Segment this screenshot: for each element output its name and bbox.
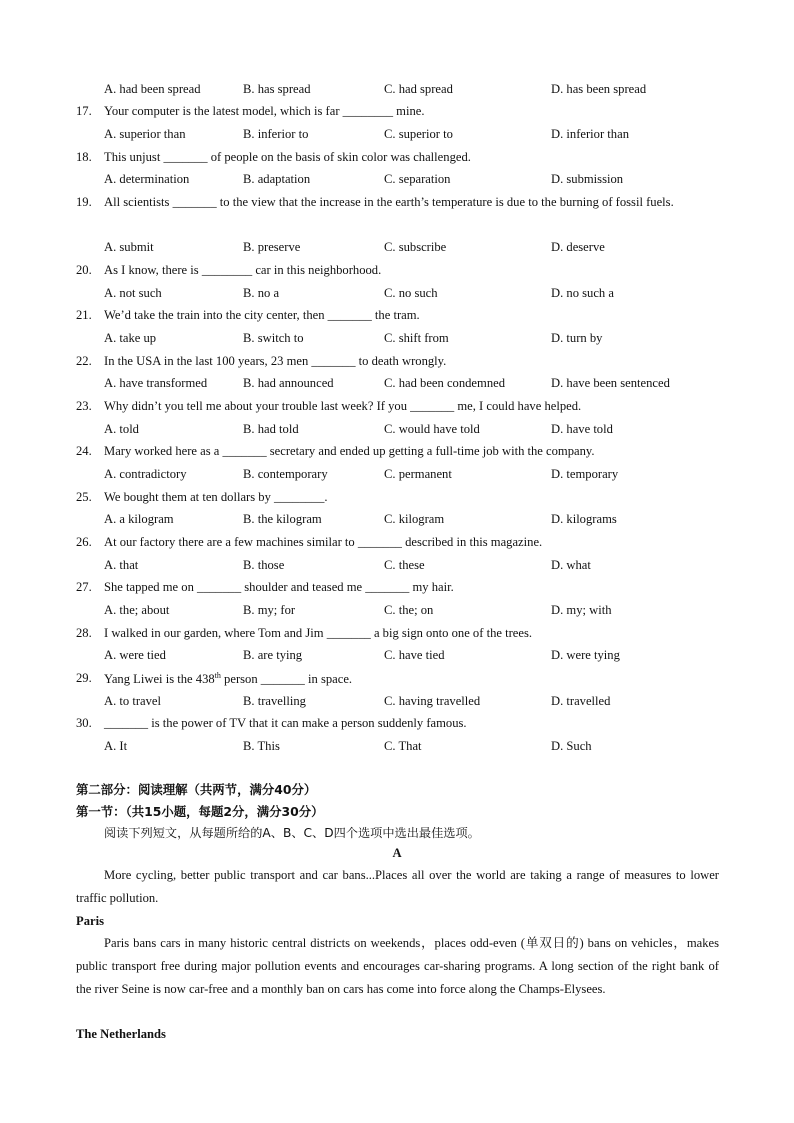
question-text: Your computer is the latest model, which is far ________ mine. [104,104,425,118]
option-a: A. to travel [104,694,162,708]
option-a: A. superior than [104,127,186,141]
option-d: D. have told [551,422,613,436]
option-b: B. travelling [243,694,306,708]
q26-options [104,558,744,576]
q23-options [104,422,744,440]
option-d: D. my; with [551,603,612,617]
question-text: In the USA in the last 100 years, 23 men _______ to death wrongly. [104,354,447,368]
question-number: 22. [76,354,92,368]
option-b: B. had announced [243,376,334,390]
option-a: A. were tied [104,648,166,662]
option-b: B. had told [243,422,299,436]
option-c: C. no such [384,286,438,300]
option-a: A. submit [104,240,154,254]
question-text: We’d take the train into the city center, then _______ the tram. [104,308,420,322]
question-text-after: person _______ in space. [220,672,353,687]
question-text: We bought them at ten dollars by ________. [104,490,328,504]
option-d: D. were tying [551,648,620,662]
q20-options [104,286,744,304]
q27-options [104,603,744,621]
option-d: D. turn by [551,331,603,345]
option-d: D. temporary [551,467,619,481]
q17-options [104,127,744,145]
option-d: D. inferior than [551,127,629,141]
question-number: 19. [76,195,92,209]
option-d: D. deserve [551,240,605,254]
option-b: B. no a [243,286,280,300]
question-number: 28. [76,626,92,640]
option-a: A. It [104,739,128,753]
q16-option-d: D. has been spread [551,82,647,96]
q21-options [104,331,744,349]
question-19 [76,195,726,240]
ordinal-suffix: th [214,671,221,680]
option-a: A. not such [104,286,162,300]
option-b: B. the kilogram [243,512,322,526]
option-a: A. contradictory [104,467,187,481]
q16-options [104,82,744,100]
question-text: At our factory there are a few machines similar to _______ described in this magazine. [104,535,543,549]
question-text: She tapped me on _______ shoulder and teased me _______ my hair. [104,580,454,594]
q16-option-a: A. had been spread [104,82,201,96]
option-d: D. no such a [551,286,614,300]
option-c: C. shift from [384,331,449,345]
option-d: D. Such [551,739,592,753]
option-a: A. a kilogram [104,512,174,526]
option-c: C. kilogram [384,512,445,526]
section-title: 第一节：（共15小题，每题2分，满分30分） [76,804,324,819]
heading-netherlands: The Netherlands [76,1027,166,1041]
option-c: C. superior to [384,127,453,141]
option-c: C. subscribe [384,240,447,254]
option-d: D. travelled [551,694,611,708]
option-b: B. my; for [243,603,296,617]
question-text: Why didn’t you tell me about your trouble last week? If you _______ me, I could have helped. [104,399,582,413]
option-c: C. the; on [384,603,434,617]
q24-options [104,467,744,485]
q22-options [104,376,744,394]
option-d: D. submission [551,172,624,186]
option-c: C. permanent [384,467,452,481]
question-number: 27. [76,580,92,594]
question-text-before: Yang Liwei is the 438 [104,672,215,687]
question-text: All scientists _______ to the view that the increase in the earth’s temperature is due to the burning of fossil fuels. [104,195,674,209]
option-b: B. inferior to [243,127,309,141]
question-number: 18. [76,150,92,164]
option-b: B. preserve [243,240,301,254]
option-d: D. what [551,558,591,572]
question-number: 23. [76,399,92,413]
paris-paragraph: Paris bans cars in many historic central districts on weekends，places odd-even (单双日的) bans on vehicles，makes public transport free during major pollution events and encourages car-sharing programs. A long section of the right bank of the river Seine is now car-free and a monthly ban on cars has come into force along the Champs-Elysees. [76,936,719,996]
option-c: C. have tied [384,648,445,662]
question-number: 30. [76,716,92,730]
option-b: B. This [243,739,280,753]
option-a: A. that [104,558,139,572]
question-number: 29. [76,671,92,685]
question-text [104,671,352,687]
option-b: B. switch to [243,331,304,345]
question-text: Mary worked here as a _______ secretary and ended up getting a full-time job with the company. [104,444,595,458]
q16-option-c: C. had spread [384,82,453,96]
q29-options [104,694,744,712]
option-c: C. had been condemned [384,376,505,390]
q16-option-b: B. has spread [243,82,311,96]
question-number: 17. [76,104,92,118]
heading-paris: Paris [76,914,104,928]
option-b: B. those [243,558,285,572]
part-title: 第二部分：阅读理解（共两节，满分40分） [76,782,317,797]
q19-options [104,240,744,258]
passage-intro: More cycling, better public transport and car bans...Places all over the world are taking a range of measures to lower traffic pollution. [76,868,719,905]
instruction-text: 阅读下列短文，从每题所给的A、B、C、D四个选项中选出最佳选项。 [104,826,480,840]
question-text: This unjust _______ of people on the basis of skin color was challenged. [104,150,471,164]
option-c: C. having travelled [384,694,481,708]
passage-label: A [392,846,402,860]
option-d: D. have been sentenced [551,376,670,390]
option-b: B. contemporary [243,467,328,481]
q25-options [104,512,744,530]
q30-options [104,739,744,757]
question-text: _______ is the power of TV that it can make a person suddenly famous. [104,716,467,730]
option-d: D. kilograms [551,512,617,526]
question-number: 24. [76,444,92,458]
question-number: 21. [76,308,92,322]
q18-options [104,172,744,190]
question-text: As I know, there is ________ car in this neighborhood. [104,263,382,277]
option-c: C. these [384,558,425,572]
option-c: C. would have told [384,422,480,436]
question-text: I walked in our garden, where Tom and Jim _______ a big sign onto one of the trees. [104,626,533,640]
question-number: 26. [76,535,92,549]
option-a: A. told [104,422,139,436]
option-a: A. the; about [104,603,170,617]
option-a: A. determination [104,172,190,186]
option-b: B. are tying [243,648,303,662]
question-number: 20. [76,263,92,277]
option-b: B. adaptation [243,172,311,186]
option-c: C. That [384,739,422,753]
question-number: 25. [76,490,92,504]
q28-options [104,648,744,666]
option-a: A. have transformed [104,376,208,390]
option-c: C. separation [384,172,451,186]
option-a: A. take up [104,331,157,345]
